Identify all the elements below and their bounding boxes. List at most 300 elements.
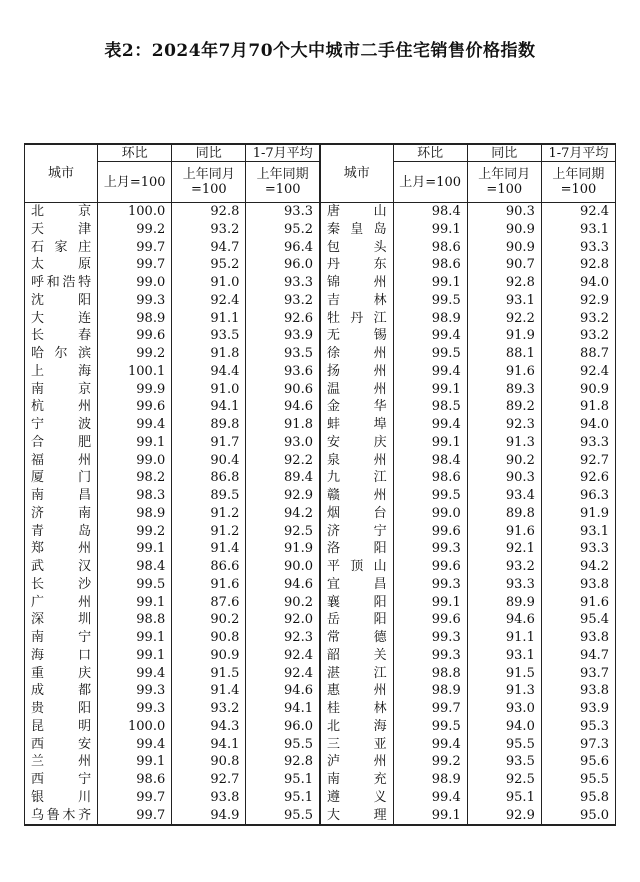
right-yoy-cell: 89.8 <box>467 505 541 523</box>
right-mom-cell: 99.1 <box>393 807 467 826</box>
right-yoy-cell: 89.2 <box>467 398 541 416</box>
right-yoy-cell: 90.7 <box>467 256 541 274</box>
right-city-cell: 烟 台 <box>320 505 393 523</box>
left-yoy-cell: 91.7 <box>172 434 246 452</box>
header-yoy-right: 同比 <box>467 144 541 162</box>
right-mom-cell: 99.4 <box>393 363 467 381</box>
left-yoy-cell: 91.0 <box>172 381 246 399</box>
left-mom-cell: 100.0 <box>98 718 172 736</box>
left-city-cell: 大 连 <box>25 310 98 328</box>
right-city-cell: 济 宁 <box>320 523 393 541</box>
right-city-cell: 大 理 <box>320 807 393 826</box>
right-avg-cell: 94.0 <box>541 274 615 292</box>
right-avg-cell: 93.1 <box>541 523 615 541</box>
left-yoy-cell: 91.5 <box>172 665 246 683</box>
left-yoy-cell: 90.9 <box>172 647 246 665</box>
table-row <box>25 398 616 416</box>
right-mom-cell: 99.3 <box>393 540 467 558</box>
left-avg-cell: 92.2 <box>246 452 320 470</box>
right-yoy-cell: 94.0 <box>467 718 541 736</box>
right-city-cell: 安 庆 <box>320 434 393 452</box>
left-mom-cell: 98.6 <box>98 771 172 789</box>
right-mom-cell: 99.1 <box>393 594 467 612</box>
left-avg-cell: 96.0 <box>246 718 320 736</box>
right-yoy-cell: 95.1 <box>467 789 541 807</box>
table-row <box>25 487 616 505</box>
left-avg-cell: 92.4 <box>246 665 320 683</box>
header-avg: 1-7月平均 <box>246 144 320 162</box>
right-mom-cell: 99.1 <box>393 381 467 399</box>
right-mom-cell: 99.7 <box>393 700 467 718</box>
left-mom-cell: 99.2 <box>98 523 172 541</box>
right-avg-cell: 94.0 <box>541 416 615 434</box>
right-avg-cell: 96.3 <box>541 487 615 505</box>
left-yoy-cell: 91.2 <box>172 523 246 541</box>
left-avg-cell: 92.0 <box>246 611 320 629</box>
left-avg-cell: 96.0 <box>246 256 320 274</box>
table-row <box>25 416 616 434</box>
right-city-cell: 惠 州 <box>320 682 393 700</box>
right-avg-cell: 93.8 <box>541 629 615 647</box>
right-yoy-cell: 92.5 <box>467 771 541 789</box>
left-city-cell: 贵 阳 <box>25 700 98 718</box>
left-avg-cell: 95.1 <box>246 771 320 789</box>
right-yoy-cell: 89.9 <box>467 594 541 612</box>
right-yoy-cell: 90.3 <box>467 203 541 221</box>
right-avg-cell: 93.7 <box>541 665 615 683</box>
left-city-cell: 青 岛 <box>25 523 98 541</box>
table-row <box>25 736 616 754</box>
left-city-cell: 宁 波 <box>25 416 98 434</box>
right-mom-cell: 98.6 <box>393 469 467 487</box>
right-mom-cell: 98.8 <box>393 665 467 683</box>
table-row <box>25 665 616 683</box>
right-avg-cell: 91.9 <box>541 505 615 523</box>
table-row <box>25 771 616 789</box>
left-mom-cell: 99.3 <box>98 292 172 310</box>
left-mom-cell: 98.8 <box>98 611 172 629</box>
right-city-cell: 丹 东 <box>320 256 393 274</box>
right-yoy-cell: 92.9 <box>467 807 541 826</box>
right-city-cell: 韶 关 <box>320 647 393 665</box>
right-yoy-cell: 90.9 <box>467 239 541 257</box>
right-yoy-cell: 93.5 <box>467 753 541 771</box>
right-yoy-cell: 91.3 <box>467 682 541 700</box>
right-avg-cell: 92.9 <box>541 292 615 310</box>
left-yoy-cell: 87.6 <box>172 594 246 612</box>
left-yoy-cell: 93.8 <box>172 789 246 807</box>
table-row <box>25 239 616 257</box>
table-row <box>25 221 616 239</box>
left-avg-cell: 93.5 <box>246 345 320 363</box>
left-yoy-cell: 94.1 <box>172 736 246 754</box>
table-row <box>25 256 616 274</box>
left-yoy-cell: 90.8 <box>172 753 246 771</box>
table-row <box>25 203 616 221</box>
left-yoy-cell: 94.1 <box>172 398 246 416</box>
header-avg-sub: 上年同期=100 <box>246 162 320 203</box>
left-mom-cell: 99.7 <box>98 256 172 274</box>
table-row <box>25 274 616 292</box>
right-avg-cell: 92.6 <box>541 469 615 487</box>
left-yoy-cell: 93.2 <box>172 700 246 718</box>
right-city-cell: 九 江 <box>320 469 393 487</box>
left-yoy-cell: 93.2 <box>172 221 246 239</box>
left-avg-cell: 92.3 <box>246 629 320 647</box>
left-yoy-cell: 92.4 <box>172 292 246 310</box>
left-yoy-cell: 92.8 <box>172 203 246 221</box>
left-avg-cell: 94.1 <box>246 700 320 718</box>
left-avg-cell: 95.1 <box>246 789 320 807</box>
left-yoy-cell: 86.6 <box>172 558 246 576</box>
header-mom-right: 环比 <box>393 144 467 162</box>
right-avg-cell: 95.8 <box>541 789 615 807</box>
table-row <box>25 611 616 629</box>
left-city-cell: 昆 明 <box>25 718 98 736</box>
right-avg-cell: 95.0 <box>541 807 615 826</box>
right-city-cell: 宜 昌 <box>320 576 393 594</box>
left-avg-cell: 91.9 <box>246 540 320 558</box>
left-mom-cell: 99.0 <box>98 452 172 470</box>
right-city-cell: 洛 阳 <box>320 540 393 558</box>
right-yoy-cell: 91.6 <box>467 523 541 541</box>
right-mom-cell: 99.3 <box>393 647 467 665</box>
left-avg-cell: 90.0 <box>246 558 320 576</box>
left-city-cell: 西 安 <box>25 736 98 754</box>
table-row <box>25 452 616 470</box>
table-row <box>25 327 616 345</box>
right-mom-cell: 99.6 <box>393 523 467 541</box>
right-city-cell: 牡丹江 <box>320 310 393 328</box>
right-city-cell: 温 州 <box>320 381 393 399</box>
right-avg-cell: 95.5 <box>541 771 615 789</box>
left-mom-cell: 99.0 <box>98 274 172 292</box>
right-yoy-cell: 91.5 <box>467 665 541 683</box>
right-city-cell: 秦皇岛 <box>320 221 393 239</box>
left-city-cell: 兰 州 <box>25 753 98 771</box>
right-mom-cell: 99.1 <box>393 221 467 239</box>
right-city-cell: 遵 义 <box>320 789 393 807</box>
left-mom-cell: 99.2 <box>98 345 172 363</box>
left-mom-cell: 99.6 <box>98 327 172 345</box>
left-yoy-cell: 91.8 <box>172 345 246 363</box>
right-yoy-cell: 92.2 <box>467 310 541 328</box>
right-city-cell: 吉 林 <box>320 292 393 310</box>
left-mom-cell: 98.9 <box>98 505 172 523</box>
header-city-right: 城市 <box>320 144 393 203</box>
right-city-cell: 北 海 <box>320 718 393 736</box>
header-mom: 环比 <box>98 144 172 162</box>
right-yoy-cell: 92.1 <box>467 540 541 558</box>
right-yoy-cell: 90.3 <box>467 469 541 487</box>
header-mom-sub-right: 上月=100 <box>393 162 467 203</box>
right-mom-cell: 99.4 <box>393 736 467 754</box>
left-yoy-cell: 92.7 <box>172 771 246 789</box>
table-row <box>25 540 616 558</box>
left-city-cell: 长 沙 <box>25 576 98 594</box>
right-yoy-cell: 90.2 <box>467 452 541 470</box>
left-mom-cell: 99.1 <box>98 434 172 452</box>
table-row <box>25 718 616 736</box>
left-yoy-cell: 93.5 <box>172 327 246 345</box>
right-city-cell: 襄 阳 <box>320 594 393 612</box>
right-avg-cell: 91.8 <box>541 398 615 416</box>
right-city-cell: 南 充 <box>320 771 393 789</box>
right-mom-cell: 99.6 <box>393 558 467 576</box>
right-city-cell: 赣 州 <box>320 487 393 505</box>
right-mom-cell: 99.5 <box>393 292 467 310</box>
table-row <box>25 576 616 594</box>
right-mom-cell: 98.9 <box>393 682 467 700</box>
left-avg-cell: 93.6 <box>246 363 320 381</box>
left-mom-cell: 99.7 <box>98 807 172 826</box>
left-mom-cell: 99.3 <box>98 700 172 718</box>
right-avg-cell: 90.9 <box>541 381 615 399</box>
left-avg-cell: 92.5 <box>246 523 320 541</box>
right-yoy-cell: 93.1 <box>467 292 541 310</box>
left-avg-cell: 96.4 <box>246 239 320 257</box>
left-city-cell: 南 京 <box>25 381 98 399</box>
left-mom-cell: 99.6 <box>98 398 172 416</box>
right-mom-cell: 99.4 <box>393 327 467 345</box>
right-yoy-cell: 88.1 <box>467 345 541 363</box>
table-row <box>25 700 616 718</box>
left-avg-cell: 92.8 <box>246 753 320 771</box>
left-city-cell: 厦 门 <box>25 469 98 487</box>
right-mom-cell: 99.4 <box>393 416 467 434</box>
table-row <box>25 292 616 310</box>
left-avg-cell: 93.3 <box>246 274 320 292</box>
left-city-cell: 沈 阳 <box>25 292 98 310</box>
right-yoy-cell: 91.9 <box>467 327 541 345</box>
left-city-cell: 海 口 <box>25 647 98 665</box>
right-mom-cell: 99.3 <box>393 576 467 594</box>
right-avg-cell: 93.8 <box>541 682 615 700</box>
table-row <box>25 558 616 576</box>
left-city-cell: 合 肥 <box>25 434 98 452</box>
right-city-cell: 湛 江 <box>320 665 393 683</box>
right-avg-cell: 93.8 <box>541 576 615 594</box>
right-mom-cell: 98.6 <box>393 256 467 274</box>
right-avg-cell: 93.2 <box>541 327 615 345</box>
left-avg-cell: 91.8 <box>246 416 320 434</box>
table-row <box>25 682 616 700</box>
left-city-cell: 呼和浩特 <box>25 274 98 292</box>
header-avg-right: 1-7月平均 <box>541 144 615 162</box>
right-avg-cell: 94.7 <box>541 647 615 665</box>
left-yoy-cell: 91.4 <box>172 682 246 700</box>
left-avg-cell: 92.9 <box>246 487 320 505</box>
right-city-cell: 蚌 埠 <box>320 416 393 434</box>
left-avg-cell: 93.3 <box>246 203 320 221</box>
left-yoy-cell: 94.7 <box>172 239 246 257</box>
right-mom-cell: 98.9 <box>393 310 467 328</box>
left-avg-cell: 94.2 <box>246 505 320 523</box>
left-mom-cell: 99.2 <box>98 221 172 239</box>
left-city-cell: 深 圳 <box>25 611 98 629</box>
left-mom-cell: 100.1 <box>98 363 172 381</box>
right-city-cell: 唐 山 <box>320 203 393 221</box>
right-yoy-cell: 93.0 <box>467 700 541 718</box>
left-city-cell: 广 州 <box>25 594 98 612</box>
table-row <box>25 363 616 381</box>
right-city-cell: 无 锡 <box>320 327 393 345</box>
left-mom-cell: 99.7 <box>98 789 172 807</box>
right-mom-cell: 98.5 <box>393 398 467 416</box>
right-mom-cell: 99.4 <box>393 789 467 807</box>
left-city-cell: 武 汉 <box>25 558 98 576</box>
left-mom-cell: 99.3 <box>98 682 172 700</box>
left-city-cell: 哈尔滨 <box>25 345 98 363</box>
left-mom-cell: 99.4 <box>98 736 172 754</box>
right-mom-cell: 99.5 <box>393 718 467 736</box>
left-mom-cell: 99.1 <box>98 540 172 558</box>
left-avg-cell: 92.6 <box>246 310 320 328</box>
left-yoy-cell: 90.4 <box>172 452 246 470</box>
right-avg-cell: 93.2 <box>541 310 615 328</box>
left-avg-cell: 95.5 <box>246 807 320 826</box>
page-title: 表2：2024年7月70个大中城市二手住宅销售价格指数 <box>104 41 536 61</box>
table-row <box>25 505 616 523</box>
left-city-cell: 北 京 <box>25 203 98 221</box>
right-yoy-cell: 91.3 <box>467 434 541 452</box>
right-city-cell: 泉 州 <box>320 452 393 470</box>
left-mom-cell: 99.9 <box>98 381 172 399</box>
right-mom-cell: 99.3 <box>393 629 467 647</box>
left-avg-cell: 93.2 <box>246 292 320 310</box>
left-avg-cell: 94.6 <box>246 398 320 416</box>
left-yoy-cell: 90.2 <box>172 611 246 629</box>
left-yoy-cell: 89.5 <box>172 487 246 505</box>
left-avg-cell: 95.5 <box>246 736 320 754</box>
left-city-cell: 乌鲁木齐 <box>25 807 98 826</box>
left-mom-cell: 99.4 <box>98 416 172 434</box>
header-yoy: 同比 <box>172 144 246 162</box>
left-city-cell: 天 津 <box>25 221 98 239</box>
right-mom-cell: 98.4 <box>393 452 467 470</box>
right-yoy-cell: 90.9 <box>467 221 541 239</box>
right-mom-cell: 99.6 <box>393 611 467 629</box>
right-mom-cell: 99.0 <box>393 505 467 523</box>
right-yoy-cell: 94.6 <box>467 611 541 629</box>
left-yoy-cell: 94.3 <box>172 718 246 736</box>
left-city-cell: 成 都 <box>25 682 98 700</box>
right-yoy-cell: 92.8 <box>467 274 541 292</box>
left-mom-cell: 98.9 <box>98 310 172 328</box>
right-avg-cell: 93.9 <box>541 700 615 718</box>
left-avg-cell: 92.4 <box>246 647 320 665</box>
left-mom-cell: 99.1 <box>98 629 172 647</box>
right-city-cell: 泸 州 <box>320 753 393 771</box>
left-yoy-cell: 91.1 <box>172 310 246 328</box>
left-yoy-cell: 86.8 <box>172 469 246 487</box>
left-mom-cell: 99.1 <box>98 753 172 771</box>
table-row <box>25 629 616 647</box>
right-avg-cell: 92.7 <box>541 452 615 470</box>
left-avg-cell: 90.6 <box>246 381 320 399</box>
right-city-cell: 桂 林 <box>320 700 393 718</box>
left-yoy-cell: 90.8 <box>172 629 246 647</box>
left-mom-cell: 99.1 <box>98 647 172 665</box>
price-index-table <box>24 143 616 826</box>
left-yoy-cell: 89.8 <box>172 416 246 434</box>
left-city-cell: 南 昌 <box>25 487 98 505</box>
right-yoy-cell: 93.2 <box>467 558 541 576</box>
right-avg-cell: 94.2 <box>541 558 615 576</box>
table-row <box>25 381 616 399</box>
left-city-cell: 上 海 <box>25 363 98 381</box>
left-mom-cell: 99.5 <box>98 576 172 594</box>
right-city-cell: 岳 阳 <box>320 611 393 629</box>
left-yoy-cell: 91.6 <box>172 576 246 594</box>
table-row <box>25 789 616 807</box>
left-city-cell: 太 原 <box>25 256 98 274</box>
header-avg-sub-right: 上年同期=100 <box>541 162 615 203</box>
right-mom-cell: 99.1 <box>393 434 467 452</box>
right-city-cell: 平顶山 <box>320 558 393 576</box>
right-avg-cell: 95.3 <box>541 718 615 736</box>
right-avg-cell: 88.7 <box>541 345 615 363</box>
right-city-cell: 徐 州 <box>320 345 393 363</box>
table-row <box>25 310 616 328</box>
left-city-cell: 南 宁 <box>25 629 98 647</box>
left-city-cell: 长 春 <box>25 327 98 345</box>
left-yoy-cell: 91.0 <box>172 274 246 292</box>
right-avg-cell: 97.3 <box>541 736 615 754</box>
right-avg-cell: 95.4 <box>541 611 615 629</box>
left-avg-cell: 90.2 <box>246 594 320 612</box>
right-mom-cell: 98.9 <box>393 771 467 789</box>
left-city-cell: 西 宁 <box>25 771 98 789</box>
right-mom-cell: 99.1 <box>393 274 467 292</box>
right-mom-cell: 98.6 <box>393 239 467 257</box>
left-mom-cell: 99.1 <box>98 594 172 612</box>
header-yoy-sub-right: 上年同月=100 <box>467 162 541 203</box>
left-city-cell: 郑 州 <box>25 540 98 558</box>
table-row <box>25 523 616 541</box>
left-yoy-cell: 94.9 <box>172 807 246 826</box>
right-city-cell: 金 华 <box>320 398 393 416</box>
left-avg-cell: 89.4 <box>246 469 320 487</box>
left-mom-cell: 98.3 <box>98 487 172 505</box>
right-avg-cell: 95.6 <box>541 753 615 771</box>
right-yoy-cell: 91.6 <box>467 363 541 381</box>
left-mom-cell: 98.4 <box>98 558 172 576</box>
left-avg-cell: 94.6 <box>246 682 320 700</box>
left-city-cell: 杭 州 <box>25 398 98 416</box>
right-avg-cell: 92.4 <box>541 363 615 381</box>
left-yoy-cell: 91.4 <box>172 540 246 558</box>
table-row <box>25 594 616 612</box>
right-avg-cell: 93.1 <box>541 221 615 239</box>
right-mom-cell: 99.5 <box>393 487 467 505</box>
left-city-cell: 石家庄 <box>25 239 98 257</box>
header-yoy-sub: 上年同月=100 <box>172 162 246 203</box>
right-yoy-cell: 93.4 <box>467 487 541 505</box>
left-city-cell: 银 川 <box>25 789 98 807</box>
left-yoy-cell: 91.2 <box>172 505 246 523</box>
left-avg-cell: 95.2 <box>246 221 320 239</box>
right-mom-cell: 98.4 <box>393 203 467 221</box>
table-row <box>25 345 616 363</box>
left-city-cell: 重 庆 <box>25 665 98 683</box>
right-mom-cell: 99.2 <box>393 753 467 771</box>
right-avg-cell: 92.8 <box>541 256 615 274</box>
right-city-cell: 三 亚 <box>320 736 393 754</box>
right-city-cell: 常 德 <box>320 629 393 647</box>
left-yoy-cell: 94.4 <box>172 363 246 381</box>
table-row <box>25 753 616 771</box>
